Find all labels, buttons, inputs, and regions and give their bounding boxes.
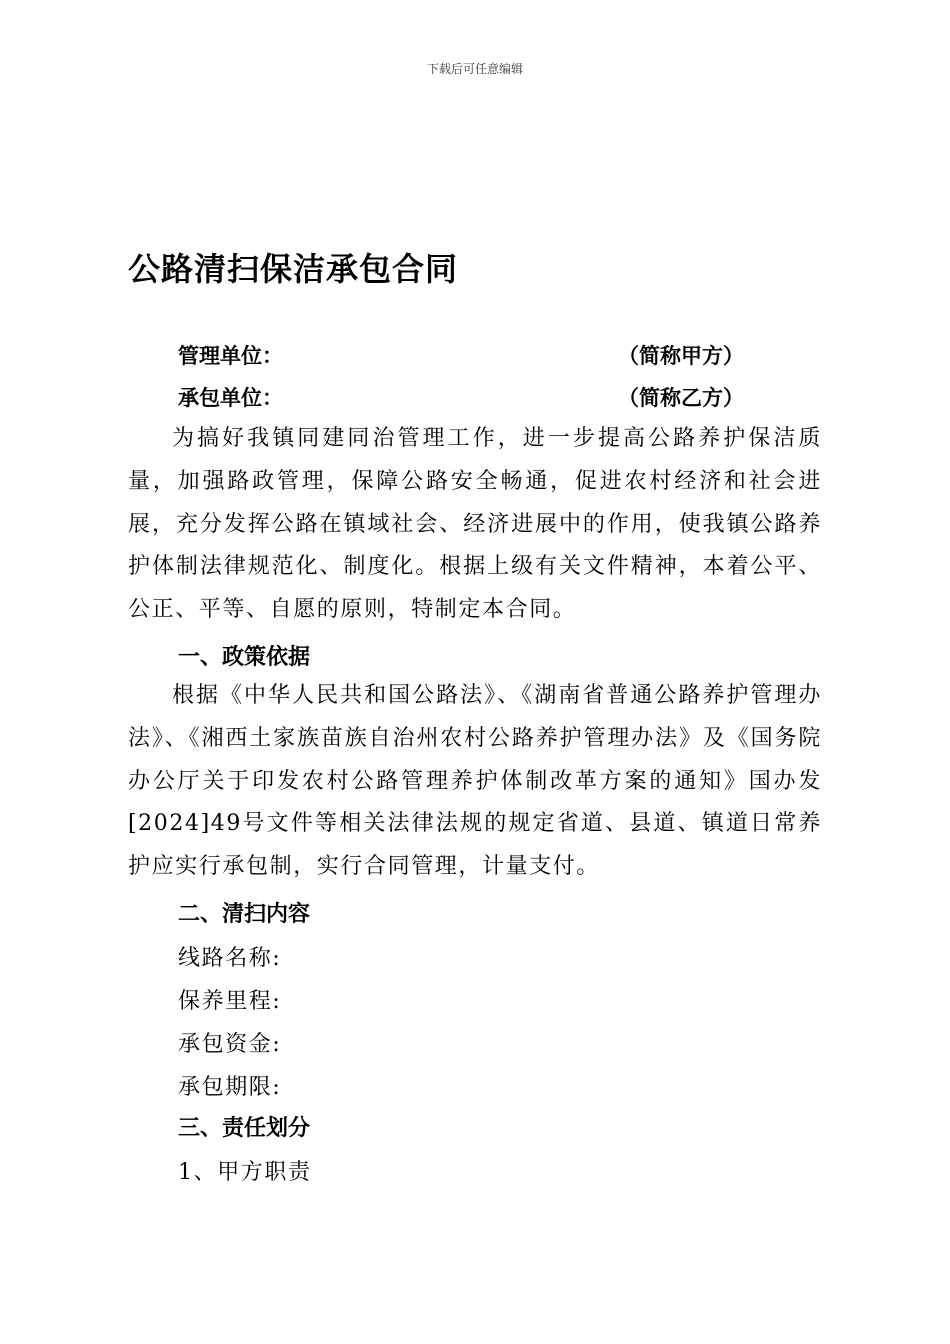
field-contract-period: 承包期限: bbox=[178, 1075, 282, 1100]
field-maintenance-mileage: 保养里程: bbox=[178, 989, 282, 1014]
contractor-unit-label: 承包单位： bbox=[178, 386, 283, 410]
field-contract-funds: 承包资金: bbox=[178, 1032, 282, 1057]
section-heading-responsibilities: 三、责任划分 bbox=[178, 1116, 311, 1141]
subsection-party-a-duties: 1、甲方职责 bbox=[178, 1160, 312, 1185]
document-title: 公路清扫保洁承包合同 bbox=[128, 250, 459, 288]
intro-paragraph: 为搞好我镇同建同治管理工作，进一步提高公路养护保洁质量，加强路政管理，保障公路安全畅通，促进农村经济和社会进展，充分发挥公路在镇域社会、经济进展中的作用，使我镇公路养护体制法律规范化、制度化。根据上级有关文件精神，本着公平、公正、平等、自愿的原则，特制定本合同。 bbox=[128, 426, 822, 623]
section-heading-cleaning: 二、清扫内容 bbox=[178, 902, 311, 927]
field-route-name: 线路名称: bbox=[178, 946, 282, 971]
party-line-manager bbox=[178, 340, 778, 370]
party-line-contractor bbox=[178, 382, 778, 412]
manager-unit-label: 管理单位： bbox=[178, 344, 283, 368]
policy-paragraph: 根据《中华人民共和国公路法》、《湖南省普通公路养护管理办法》、《湘西土家族苗族自治州农村公路养护管理办法》及《国务院办公厅关于印发农村公路管理养护体制改革方案的通知》国办发[2024]49号文件等相关法律法规的规定省道、县道、镇道日常养护应实行承包制，实行合同管理，计量支付。 bbox=[128, 683, 822, 880]
contractor-unit-abbrev: （简称乙方） bbox=[618, 386, 744, 410]
manager-unit-abbrev: （简称甲方） bbox=[618, 344, 744, 368]
header-note: 下载后可任意编辑 bbox=[426, 62, 523, 76]
section-heading-policy: 一、政策依据 bbox=[178, 645, 311, 670]
